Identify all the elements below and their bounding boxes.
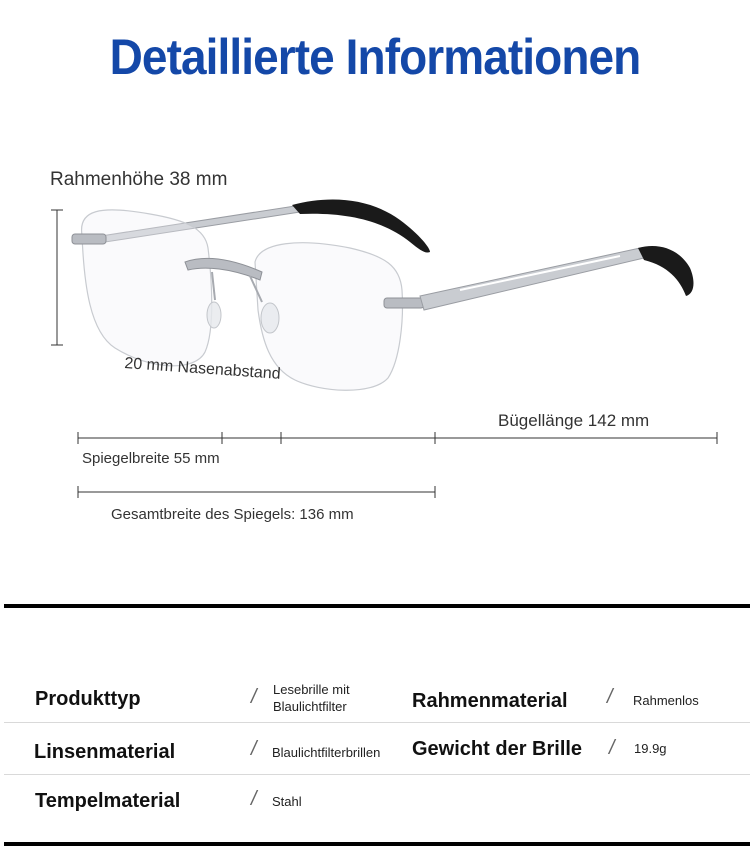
- separator: /: [251, 686, 257, 708]
- temple-length-label: Bügellänge 142 mm: [498, 411, 650, 430]
- separator: /: [251, 788, 257, 810]
- spec-key-weight: Gewicht der Brille: [412, 738, 583, 760]
- total-width-dimension-line: [78, 486, 435, 498]
- separator: /: [251, 738, 257, 760]
- top-divider: [4, 604, 750, 608]
- spec-key-temple-material: Tempelmaterial: [35, 790, 181, 812]
- bottom-divider: [4, 842, 750, 846]
- spec-key-product-type: Produkttyp: [35, 688, 141, 710]
- spec-value-frame-material: Rahmenlos: [633, 693, 699, 708]
- spec-key-lens-material: Linsenmaterial: [34, 741, 176, 763]
- total-width-label: Gesamtbreite des Spiegels: 136 mm: [111, 506, 354, 523]
- spec-value-product-type: Lesebrille mit Blaulichtfilter: [273, 682, 350, 714]
- separator: /: [609, 737, 615, 759]
- spec-value-lens-material: Blaulichtfilterbrillen: [272, 745, 381, 760]
- frame-height-label: Rahmenhöhe 38 mm: [50, 169, 228, 190]
- nose-distance-label: 20 mm Nasenabstand: [123, 355, 282, 383]
- width-dimension-line: [78, 432, 717, 444]
- separator: /: [607, 686, 613, 708]
- spec-value-weight: 19.9g: [634, 741, 667, 756]
- front-temple-tip: [638, 246, 693, 296]
- row-divider: [4, 774, 750, 775]
- left-lens: [82, 210, 212, 366]
- lens-width-label: Spiegelbreite 55 mm: [82, 450, 220, 467]
- spec-value-temple-material: Stahl: [272, 794, 302, 809]
- row-divider: [4, 722, 750, 723]
- page-title: Detaillierte Informationen: [109, 29, 641, 85]
- spec-key-frame-material: Rahmenmaterial: [412, 690, 568, 712]
- frame-height-indicator: [51, 210, 63, 345]
